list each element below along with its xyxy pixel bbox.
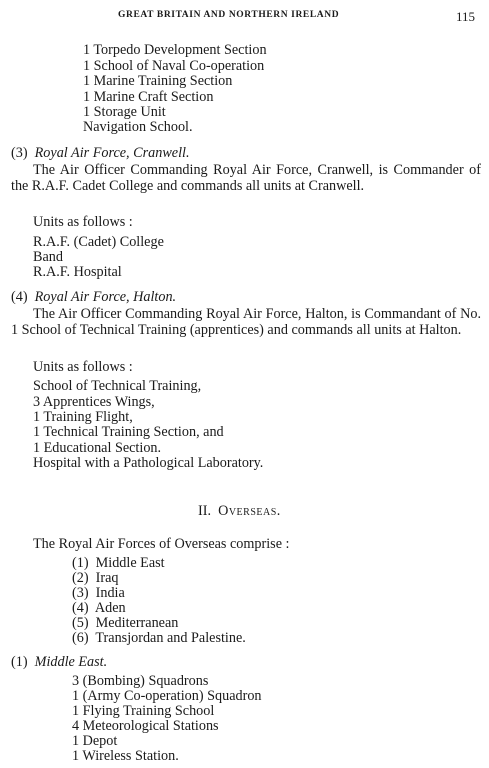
region-name: Iraq xyxy=(95,570,119,586)
region-number: (6) xyxy=(72,630,89,646)
overseas-intro: The Royal Air Forces of Overseas comprise : xyxy=(33,536,290,552)
units-intro: Units as follows : xyxy=(33,214,133,230)
list-item: 3 Apprentices Wings, xyxy=(33,394,155,410)
list-item: 1 Flying Training School xyxy=(72,703,215,719)
cranwell-paragraph: The Air Officer Commanding Royal Air Force, Cranwell, is Commander of the R.A.F. Cadet College and commands all units at Cranwell. xyxy=(11,162,481,194)
list-item: Hospital with a Pathological Laboratory. xyxy=(33,455,264,471)
region-number: (1) xyxy=(72,555,89,571)
region-name: Transjordan and Palestine. xyxy=(95,630,246,646)
section-heading-middle-east xyxy=(11,654,107,670)
list-item: School of Technical Training, xyxy=(33,378,202,394)
running-title: GREAT BRITAIN AND NORTHERN IRELAND xyxy=(118,10,340,20)
list-item xyxy=(72,600,126,616)
section-heading-halton xyxy=(11,289,176,305)
section-title: Royal Air Force, Halton. xyxy=(34,289,177,305)
list-item: 3 (Bombing) Squadrons xyxy=(72,673,209,689)
part-title: Overseas. xyxy=(218,503,281,519)
list-item xyxy=(72,585,125,601)
section-number: (1) xyxy=(11,654,28,670)
list-item: 1 Technical Training Section, and xyxy=(33,424,224,440)
list-item: 1 (Army Co-operation) Squadron xyxy=(72,688,262,704)
section-heading-cranwell xyxy=(11,145,190,161)
region-number: (2) xyxy=(72,570,89,586)
list-item: 1 Training Flight, xyxy=(33,409,133,425)
section-title: Royal Air Force, Cranwell. xyxy=(34,145,190,161)
list-item: R.A.F. (Cadet) College xyxy=(33,234,164,250)
list-item: Navigation School. xyxy=(83,119,193,135)
list-item: 1 Marine Training Section xyxy=(83,73,233,89)
region-name: Middle East xyxy=(95,555,165,571)
list-item xyxy=(72,630,246,646)
list-item: 1 Marine Craft Section xyxy=(83,89,214,105)
list-item: 1 School of Naval Co-operation xyxy=(83,58,265,74)
list-item: 1 Storage Unit xyxy=(83,104,166,120)
list-item: 1 Wireless Station. xyxy=(72,748,179,764)
units-intro: Units as follows : xyxy=(33,359,133,375)
section-number: (4) xyxy=(11,289,28,305)
list-item xyxy=(72,555,165,571)
list-item xyxy=(72,615,178,631)
region-name: India xyxy=(95,585,125,601)
list-item: 1 Educational Section. xyxy=(33,440,162,456)
list-item: 1 Torpedo Development Section xyxy=(83,42,267,58)
part-heading-overseas xyxy=(198,503,281,519)
region-name: Aden xyxy=(94,600,126,616)
list-item: R.A.F. Hospital xyxy=(33,264,122,280)
region-name: Mediterranean xyxy=(95,615,179,631)
part-number: II. xyxy=(198,503,211,519)
section-title: Middle East. xyxy=(34,654,108,670)
list-item: Band xyxy=(33,249,63,265)
halton-paragraph: The Air Officer Commanding Royal Air Force, Halton, is Commandant of No. 1 School of Technical Training (apprentices) and commands all units at Halton. xyxy=(11,306,481,338)
list-item: 1 Depot xyxy=(72,733,118,749)
region-number: (3) xyxy=(72,585,89,601)
running-header xyxy=(0,10,489,28)
list-item xyxy=(72,570,118,586)
region-number: (4) xyxy=(72,600,89,616)
list-item: 4 Meteorological Stations xyxy=(72,718,219,734)
region-number: (5) xyxy=(72,615,89,631)
section-number: (3) xyxy=(11,145,28,161)
page-number: 115 xyxy=(456,9,476,24)
